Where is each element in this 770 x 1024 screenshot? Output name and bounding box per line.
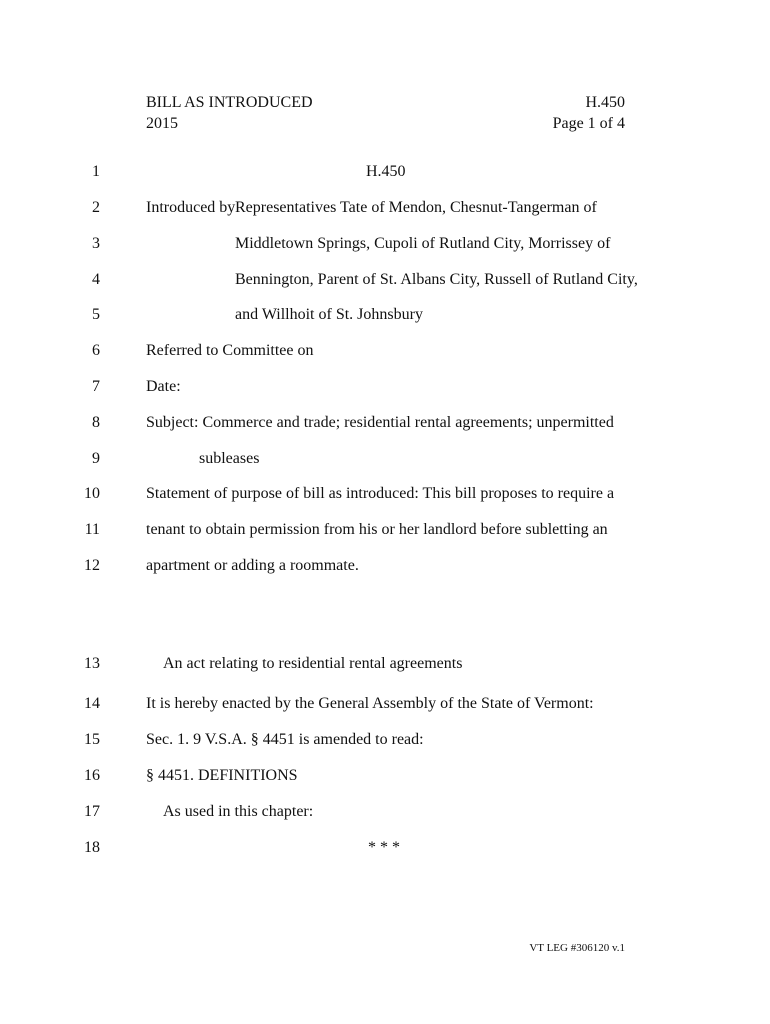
statute-text: As used in this chapter: (163, 803, 314, 820)
date-label: Date: (146, 378, 181, 395)
enacting-clause: It is hereby enacted by the General Assembly of the State of Vermont: (146, 695, 594, 712)
line-number: 4 (92, 271, 100, 288)
line-number: 3 (92, 235, 100, 252)
sponsors-line: Middletown Springs, Cupoli of Rutland City, Morrissey of (235, 235, 611, 252)
line-number: 13 (84, 655, 100, 672)
line-number: 12 (84, 557, 100, 574)
line-number: 9 (92, 450, 100, 467)
sponsors-line: Bennington, Parent of St. Albans City, Russell of Rutland City, (235, 271, 638, 288)
page-indicator: Page 1 of 4 (552, 115, 625, 132)
bill-year: 2015 (146, 115, 178, 132)
statute-heading: § 4451. DEFINITIONS (146, 767, 298, 784)
subject-continuation: subleases (199, 450, 260, 467)
line-number: 14 (84, 695, 100, 712)
bill-title: H.450 (366, 163, 406, 180)
line-number: 16 (84, 767, 100, 784)
line-number: 11 (84, 521, 100, 538)
statement-of-purpose: tenant to obtain permission from his or her landlord before subletting an (146, 521, 608, 538)
line-number: 15 (84, 731, 100, 748)
line-number: 18 (84, 839, 100, 856)
act-title: An act relating to residential rental agreements (163, 655, 463, 672)
omission-marker: * * * (368, 839, 400, 856)
header-right (553, 92, 625, 134)
subject-line: Subject: Commerce and trade; residential rental agreements; unpermitted (146, 414, 614, 431)
line-number: 7 (92, 378, 100, 395)
sponsors-line: Representatives Tate of Mendon, Chesnut-Tangerman of (235, 199, 597, 216)
line-number: 6 (92, 342, 100, 359)
line-number: 1 (92, 163, 100, 180)
line-number: 17 (84, 803, 100, 820)
statement-of-purpose: Statement of purpose of bill as introduced: This bill proposes to require a (146, 485, 615, 502)
bill-number: H.450 (585, 94, 625, 111)
header-left (146, 92, 313, 134)
sponsors-line: and Willhoit of St. Johnsbury (235, 306, 423, 323)
line-number: 10 (84, 485, 100, 502)
referred-to-committee: Referred to Committee on (146, 342, 314, 359)
line-number: 5 (92, 306, 100, 323)
document-id-footer: VT LEG #306120 v.1 (529, 942, 625, 954)
statement-of-purpose: apartment or adding a roommate. (146, 557, 359, 574)
introduced-by-label: Introduced by (146, 199, 236, 216)
line-number: 8 (92, 414, 100, 431)
bill-status: BILL AS INTRODUCED (146, 94, 313, 111)
section-heading: Sec. 1. 9 V.S.A. § 4451 is amended to read: (146, 731, 424, 748)
line-number: 2 (92, 199, 100, 216)
